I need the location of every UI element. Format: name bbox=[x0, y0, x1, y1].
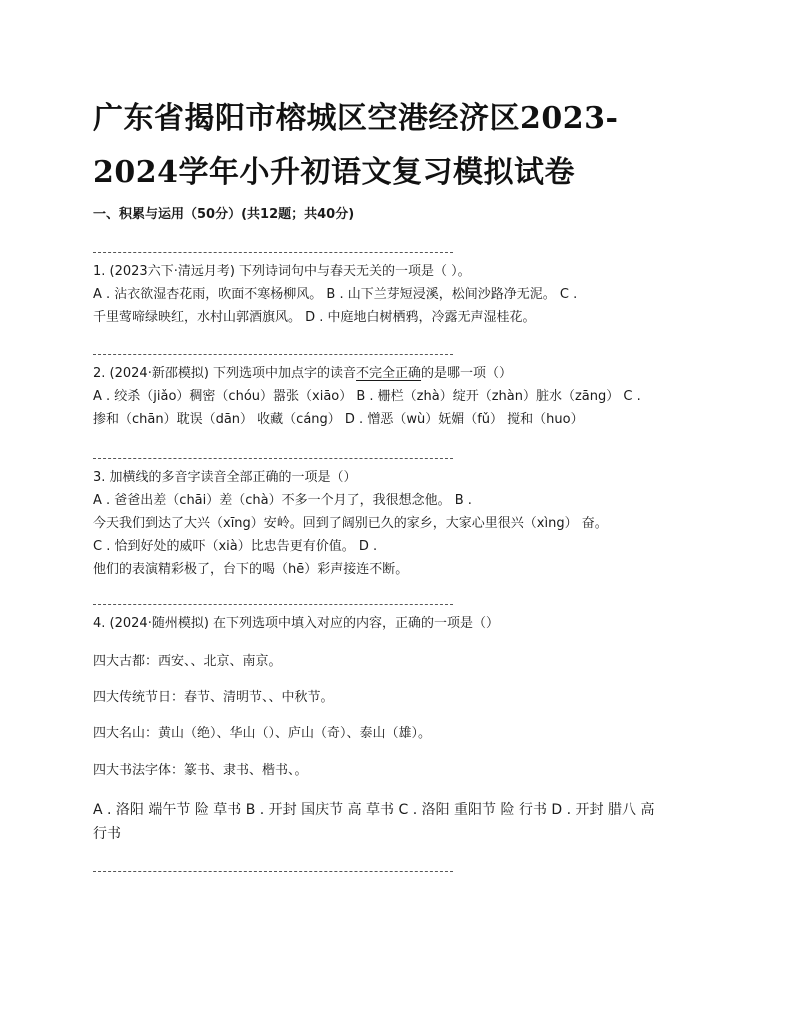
section-heading: 一、积累与运用（50分）(共12题；共40分) bbox=[93, 207, 355, 222]
q2-options-line-2: 掺和（chān）耽误（dān） 收藏（cáng） D . 憎恶（wù）妩媚（fǔ） 搅和（huo） bbox=[93, 412, 584, 427]
q4-options-line-1: A . 洛阳 端午节 险 草书 B . 开封 国庆节 高 草书 C . 洛阳 重阳节 险 行书 D . 开封 腊八 高 bbox=[93, 802, 655, 818]
q3-options-line-2: 今天我们到达了大兴（xīng）安岭。回到了阔别已久的家乡，大家心里很兴（xìng） 奋。 bbox=[93, 516, 608, 531]
divider-2 bbox=[93, 354, 453, 355]
q2-stem-underlined: 不完全正确 bbox=[356, 366, 422, 381]
divider-1 bbox=[93, 252, 453, 253]
question-2 bbox=[93, 362, 703, 431]
q4-item-4: 四大书法字体：篆书、隶书、楷书、。 bbox=[93, 763, 308, 778]
q4-item-3: 四大名山：黄山（绝）、华山（）、庐山（奇）、泰山（雄）。 bbox=[93, 726, 432, 741]
divider-5 bbox=[93, 871, 453, 872]
q4-options-line-2: 行书 bbox=[93, 826, 121, 842]
q3-options-line-4: 他们的表演精彩极了，台下的喝（hē）彩声接连不断。 bbox=[93, 562, 409, 577]
q1-options-line-1: A . 沾衣欲湿杏花雨，吹面不寒杨柳风。 B . 山下兰芽短浸溪，松间沙路净无泥。 C . bbox=[93, 287, 578, 302]
q3-options-line-3: C . 恰到好处的威吓（xià）比忠告更有价值。 D . bbox=[93, 539, 378, 554]
q4-stem: 4. (2024·随州模拟) 在下列选项中填入对应的内容，正确的一项是（） bbox=[93, 616, 500, 631]
q4-item-2: 四大传统节日：春节、清明节、、中秋节。 bbox=[93, 690, 334, 705]
q4-item-1: 四大古都：西安、、北京、南京。 bbox=[93, 654, 282, 669]
q3-options-line-1: A . 爸爸出差（chāi）差（chà）不多一个月了，我很想念他。 B . bbox=[93, 493, 472, 508]
q2-options-line-1: A . 绞杀（jiǎo）稠密（chóu）嚣张（xiāo） B . 栅栏（zhà）绽开（zhàn）脏水（zāng） C . bbox=[93, 389, 641, 404]
question-1 bbox=[93, 260, 703, 329]
title-line-2: 2024学年小升初语文复习模拟试卷 bbox=[93, 155, 575, 190]
question-3 bbox=[93, 466, 703, 581]
q1-stem: 1. (2023六下·清远月考) 下列诗词句中与春天无关的一项是（ ）。 bbox=[93, 264, 471, 279]
page-title bbox=[93, 92, 713, 200]
q2-stem-b: 的是哪一项（） bbox=[421, 366, 513, 381]
q2-stem bbox=[93, 362, 703, 385]
q3-stem: 3. 加横线的多音字读音全部正确的一项是（） bbox=[93, 470, 357, 485]
q1-options-line-2: 千里莺啼绿映红，水村山郭酒旗风。 D . 中庭地白树栖鸦，冷露无声湿桂花。 bbox=[93, 310, 536, 325]
q4-options bbox=[93, 798, 703, 846]
divider-3 bbox=[93, 458, 453, 459]
q2-stem-a: 2. (2024·新邵模拟) 下列选项中加点字的读音 bbox=[93, 366, 357, 381]
divider-4 bbox=[93, 604, 453, 605]
question-4-stem bbox=[93, 612, 703, 635]
title-line-1: 广东省揭阳市榕城区空港经济区2023- bbox=[93, 101, 619, 136]
